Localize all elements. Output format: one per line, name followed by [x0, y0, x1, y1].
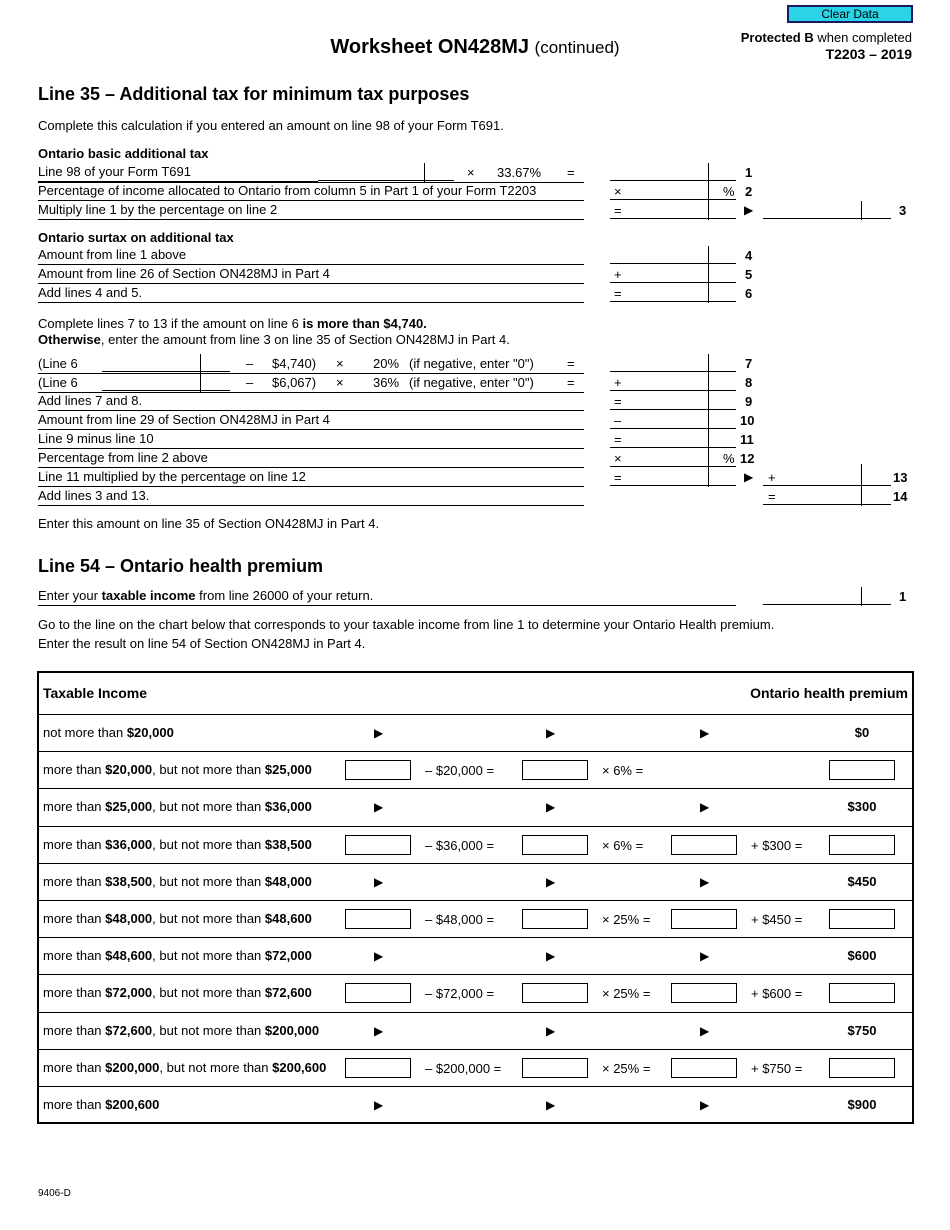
bracket-high: $200,000 — [264, 1022, 320, 1038]
subtract-op: – $200,000 = — [425, 1060, 502, 1076]
bracket-label — [43, 948, 312, 963]
income-box[interactable] — [345, 983, 411, 1003]
table-row — [39, 938, 912, 975]
table-row — [39, 1013, 912, 1050]
bracket-mid: , but not more than — [152, 762, 265, 778]
bracket-pre: more than — [43, 911, 106, 926]
line14-amount[interactable] — [763, 487, 861, 505]
line-num-9: 9 — [745, 394, 753, 409]
row-arrow-2: ▶ — [546, 726, 556, 740]
line9-label: Add lines 7 and 8. — [38, 392, 584, 411]
row-arrow-2: ▶ — [546, 874, 556, 889]
section35-enter-note: Enter this amount on line 35 of Section ON428MJ in Part 4. — [38, 516, 380, 531]
taxable-income-cents[interactable] — [861, 587, 891, 605]
table-row — [39, 715, 912, 752]
line-num-3: 3 — [899, 203, 907, 218]
instr-line-b — [38, 332, 510, 347]
row-arrow-3: ▶ — [700, 1098, 710, 1112]
line3-calc-cents[interactable] — [708, 201, 736, 219]
table-row — [39, 1087, 912, 1124]
line8-open: (Line 6 — [38, 375, 78, 390]
difference-box[interactable] — [522, 760, 588, 780]
line3-amount[interactable] — [763, 201, 861, 219]
line7-input[interactable] — [102, 354, 200, 372]
line9-amount[interactable] — [610, 392, 708, 410]
bracket-label — [43, 1023, 319, 1038]
bracket-label — [43, 799, 312, 814]
section54-heading: Line 54 – Ontario health premium — [38, 556, 324, 576]
line3-amount-cents[interactable] — [861, 201, 891, 219]
line2-label: Percentage of income allocated to Ontario from column 5 in Part 1 of your Form T2203 — [38, 182, 584, 201]
income-box[interactable] — [345, 1058, 411, 1078]
section54-line1 — [38, 587, 736, 606]
line11-label: Line 9 minus line 10 — [38, 430, 584, 449]
line7-times: × — [336, 356, 344, 371]
bracket-low: $48,000 — [105, 911, 153, 926]
line8-op: + — [614, 375, 622, 390]
protected-block — [741, 30, 912, 62]
line7-amount[interactable] — [610, 354, 708, 372]
protected-label: Protected B — [740, 30, 814, 45]
line8-input[interactable] — [102, 373, 200, 391]
premium-value: $300 — [847, 799, 877, 815]
instr-a2: is more than $4,740. — [302, 316, 427, 331]
premium-box[interactable] — [829, 909, 895, 929]
row-arrow-3: ▶ — [700, 1023, 710, 1038]
line14-label: Add lines 3 and 13. — [38, 487, 584, 506]
bracket-low: $36,000 — [105, 836, 153, 852]
line3-eq: = — [614, 203, 622, 218]
instr-b2: , enter the amount from line 3 on line 35 of Section ON428MJ in Part 4. — [100, 332, 510, 347]
line2-pct: % — [723, 184, 735, 199]
bracket-pre: more than — [43, 836, 106, 852]
line6-op: = — [614, 286, 622, 301]
line7-amount-cents[interactable] — [708, 354, 736, 372]
add-op: + $300 = — [751, 837, 803, 853]
clear-data-button[interactable]: Clear Data — [787, 5, 913, 23]
subtract-op: – $48,000 = — [425, 912, 495, 927]
line8-threshold: $6,067) — [272, 375, 317, 390]
line13-arrow: ▶ — [744, 470, 754, 484]
line3-label: Multiply line 1 by the percentage on line 2 — [38, 201, 584, 220]
line12-op: × — [614, 451, 622, 466]
line13-plus: + — [768, 470, 776, 485]
bracket-high: $38,500 — [264, 836, 312, 852]
bracket-high: $36,000 — [264, 799, 312, 815]
row-arrow-3: ▶ — [700, 874, 710, 889]
row-arrow-3: ▶ — [700, 949, 710, 964]
s54-line1-a: Enter your — [38, 588, 102, 603]
bracket-high: $72,600 — [264, 985, 312, 1001]
premium-value: $750 — [847, 1022, 877, 1038]
line4-amount[interactable] — [610, 246, 708, 264]
row-arrow-2: ▶ — [546, 1023, 556, 1038]
bracket-high: $72,000 — [264, 948, 312, 964]
line1-equals: = — [567, 165, 575, 180]
table-row — [39, 1050, 912, 1087]
bracket-low: $72,000 — [105, 985, 153, 1001]
line1-amount-cents[interactable] — [708, 163, 736, 181]
bracket-high: $200,600 — [272, 1059, 327, 1075]
line8-rate: 36% — [373, 375, 400, 390]
title-sub: (continued) — [534, 38, 620, 57]
bracket-label — [43, 762, 312, 777]
bracket-pre: more than — [43, 948, 106, 964]
difference-box[interactable] — [522, 835, 588, 855]
line1-cents[interactable] — [424, 163, 454, 181]
bracket-low: $200,000 — [105, 1059, 160, 1075]
line12-label: Percentage from line 2 above — [38, 449, 584, 468]
line8-times: × — [336, 375, 344, 390]
table-row — [39, 752, 912, 789]
row-arrow-1: ▶ — [374, 949, 384, 964]
table-row — [39, 789, 912, 826]
instr-b1: Otherwise — [38, 332, 101, 347]
subtract-op: – $72,000 = — [425, 986, 495, 1002]
product-box[interactable] — [671, 835, 737, 855]
row-arrow-1: ▶ — [374, 800, 384, 815]
row-arrow-2: ▶ — [546, 1098, 556, 1112]
line11-amount[interactable] — [610, 430, 708, 448]
bracket-high: $25,000 — [264, 762, 312, 778]
table-row — [39, 901, 912, 938]
bracket-low: $38,500 — [105, 873, 153, 889]
line12-pct: % — [723, 451, 735, 466]
premium-box[interactable] — [829, 760, 895, 780]
line6-label: Add lines 4 and 5. — [38, 284, 584, 303]
premium-box[interactable] — [829, 1058, 895, 1078]
bracket-pre: more than — [43, 762, 106, 778]
bracket-mid: , but not more than — [152, 948, 265, 964]
row-arrow-1: ▶ — [374, 726, 384, 740]
line13-calc-cents[interactable] — [708, 468, 736, 486]
bracket-mid: , but not more than — [152, 985, 265, 1001]
multiply-op: × 25% = — [602, 986, 651, 1002]
row-arrow-3: ▶ — [700, 726, 710, 740]
difference-box[interactable] — [522, 1058, 588, 1078]
line1-amount[interactable] — [610, 163, 708, 181]
bracket-low: $72,600 — [105, 1022, 153, 1038]
line1-label: Line 98 of your Form T691 — [38, 163, 318, 182]
line7-eq: = — [567, 356, 575, 371]
bracket-mid: , but not more than — [152, 911, 265, 926]
line10-op: – — [614, 413, 622, 428]
bracket-pre: more than — [43, 1059, 106, 1075]
bracket-pre: more than — [43, 985, 106, 1001]
line8-minus: – — [246, 375, 254, 390]
bracket-low: $200,600 — [105, 1097, 160, 1112]
subtract-op: – $36,000 = — [425, 837, 495, 853]
bracket-mid: , but not more than — [152, 799, 265, 815]
s54-line-num-1: 1 — [899, 589, 907, 604]
income-box[interactable] — [345, 835, 411, 855]
line8-note: (if negative, enter "0") — [409, 375, 534, 390]
bracket-high: $48,000 — [264, 873, 312, 889]
bracket-label — [43, 837, 312, 852]
line7-note: (if negative, enter "0") — [409, 356, 534, 371]
premium-value: $600 — [847, 948, 877, 964]
bracket-low: $48,600 — [105, 948, 153, 964]
line13-amount[interactable] — [763, 468, 861, 486]
add-op: + $750 = — [751, 1060, 803, 1076]
add-op: + $450 = — [751, 912, 803, 927]
row-arrow-2: ▶ — [546, 800, 556, 815]
form-code: T2203 – 2019 — [825, 46, 912, 62]
line8-eq: = — [567, 375, 575, 390]
multiply-op: × 25% = — [602, 1060, 651, 1076]
bracket-mid: , but not more than — [152, 836, 265, 852]
bracket-low: $25,000 — [105, 799, 153, 815]
line-num-2: 2 — [745, 184, 753, 199]
line11-op: = — [614, 432, 622, 447]
product-box[interactable] — [671, 909, 737, 929]
multiply-op: × 25% = — [602, 912, 651, 927]
line8-input-cents[interactable] — [200, 373, 230, 391]
bracket-pre: not more than — [43, 725, 127, 740]
bracket-mid: , but not more than — [152, 873, 265, 889]
line11-amount-cents[interactable] — [708, 430, 736, 448]
line-num-7: 7 — [745, 356, 753, 371]
line8-amount[interactable] — [610, 373, 708, 391]
premium-value: $450 — [847, 873, 877, 889]
subtract-op: – $20,000 = — [425, 763, 495, 779]
row-arrow-1: ▶ — [374, 1098, 384, 1112]
row-arrow-3: ▶ — [700, 800, 710, 815]
bracket-label — [43, 1060, 326, 1075]
line3-arrow: ▶ — [744, 203, 754, 217]
line5-op: + — [614, 267, 622, 282]
line5-label: Amount from line 26 of Section ON428MJ in Part 4 — [38, 265, 584, 284]
section54-note1: Go to the line on the chart below that corresponds to your taxable income from line 1 to determine your Ontario Health premium. — [38, 617, 775, 632]
line3-calc[interactable] — [610, 201, 708, 219]
line14-amount-cents[interactable] — [861, 487, 891, 505]
bracket-pre: more than — [43, 799, 106, 815]
bracket-label — [43, 985, 312, 1000]
bracket-label — [43, 874, 312, 889]
bracket-label — [43, 1097, 159, 1112]
line2-op: × — [614, 184, 622, 199]
section35-heading: Line 35 – Additional tax for minimum tax purposes — [38, 84, 470, 104]
taxable-income-amount[interactable] — [763, 587, 861, 605]
row-arrow-1: ▶ — [374, 874, 384, 889]
line10-amount[interactable] — [610, 411, 708, 429]
premium-value: $900 — [847, 1097, 877, 1112]
line-num-10: 10 — [740, 413, 755, 428]
surtax-heading: Ontario surtax on additional tax — [38, 230, 234, 245]
line6-amount-cents[interactable] — [708, 284, 736, 302]
s54-line1-b: taxable income — [101, 588, 196, 603]
line7-open: (Line 6 — [38, 356, 78, 371]
line4-label: Amount from line 1 above — [38, 246, 584, 265]
multiply-op: × 6% = — [602, 763, 644, 779]
line13-label: Line 11 multiplied by the percentage on line 12 — [38, 468, 584, 487]
bracket-label — [43, 911, 312, 926]
line12-amount[interactable] — [610, 449, 708, 467]
line5-amount[interactable] — [610, 265, 708, 283]
line1-rate: 33.67% — [497, 165, 542, 180]
line1-input[interactable] — [318, 163, 424, 181]
difference-box[interactable] — [522, 909, 588, 929]
line7-threshold: $4,740) — [272, 356, 317, 371]
line-num-11: 11 — [740, 432, 754, 447]
instr-a1: Complete lines 7 to 13 if the amount on line 6 — [38, 316, 303, 331]
section54-note2: Enter the result on line 54 of Section ON428MJ in Part 4. — [38, 636, 366, 651]
bracket-low: $20,000 — [126, 725, 174, 740]
line1-times: × — [467, 165, 475, 180]
section35-intro: Complete this calculation if you entered an amount on line 98 of your Form T691. — [38, 118, 504, 133]
line-num-12: 12 — [740, 451, 755, 466]
income-box[interactable] — [345, 760, 411, 780]
basic-heading: Ontario basic additional tax — [38, 146, 209, 161]
difference-box[interactable] — [522, 983, 588, 1003]
product-box[interactable] — [671, 1058, 737, 1078]
line-num-13: 13 — [893, 470, 908, 485]
table-row — [39, 975, 912, 1012]
line5-amount-cents[interactable] — [708, 265, 736, 283]
line13-op: = — [614, 470, 622, 485]
form-footer-code: 9406-D — [38, 1188, 71, 1199]
line2-amount[interactable] — [610, 182, 708, 200]
bracket-pre: more than — [43, 873, 106, 889]
table-header-row — [39, 673, 912, 715]
bracket-mid: , but not more than — [159, 1059, 273, 1075]
bracket-low: $20,000 — [105, 762, 153, 778]
bracket-pre: more than — [43, 1097, 106, 1112]
income-box[interactable] — [345, 909, 411, 929]
instr-line-a — [38, 316, 427, 331]
line9-op: = — [614, 394, 622, 409]
premium-box[interactable] — [829, 835, 895, 855]
bracket-label — [43, 725, 174, 740]
line-num-8: 8 — [745, 375, 753, 390]
bracket-mid: , but not more than — [152, 1022, 265, 1038]
line10-label: Amount from line 29 of Section ON428MJ in Part 4 — [38, 411, 584, 430]
line7-minus: – — [246, 356, 254, 371]
line-num-14: 14 — [893, 489, 908, 504]
s54-line1-c: from line 26000 of your return. — [195, 588, 374, 603]
bracket-pre: more than — [43, 1022, 106, 1038]
line14-op: = — [768, 489, 776, 504]
line10-amount-cents[interactable] — [708, 411, 736, 429]
add-op: + $600 = — [751, 986, 803, 1002]
bracket-high: $48,600 — [264, 911, 312, 926]
row-arrow-2: ▶ — [546, 949, 556, 964]
line7-input-cents[interactable] — [200, 354, 230, 372]
line-num-1: 1 — [745, 165, 753, 180]
line4-amount-cents[interactable] — [708, 246, 736, 264]
title-main: Worksheet ON428MJ — [330, 36, 529, 58]
col-taxable-income: Taxable Income — [43, 685, 148, 701]
line13-calc[interactable] — [610, 468, 708, 486]
line-num-6: 6 — [745, 286, 753, 301]
premium-box[interactable] — [829, 983, 895, 1003]
table-row — [39, 827, 912, 864]
table-row — [39, 864, 912, 901]
row-arrow-1: ▶ — [374, 1023, 384, 1038]
protected-rest: when completed — [813, 30, 912, 45]
line9-amount-cents[interactable] — [708, 392, 736, 410]
line7-rate: 20% — [373, 356, 400, 371]
line-num-5: 5 — [745, 267, 753, 282]
product-box[interactable] — [671, 983, 737, 1003]
line13-amount-cents[interactable] — [861, 468, 891, 486]
line-num-4: 4 — [745, 248, 753, 263]
line8-amount-cents[interactable] — [708, 373, 736, 391]
premium-value: $0 — [854, 725, 870, 740]
multiply-op: × 6% = — [602, 837, 644, 853]
premium-table — [37, 671, 914, 1124]
col-health-premium: Ontario health premium — [750, 685, 908, 701]
line6-amount[interactable] — [610, 284, 708, 302]
